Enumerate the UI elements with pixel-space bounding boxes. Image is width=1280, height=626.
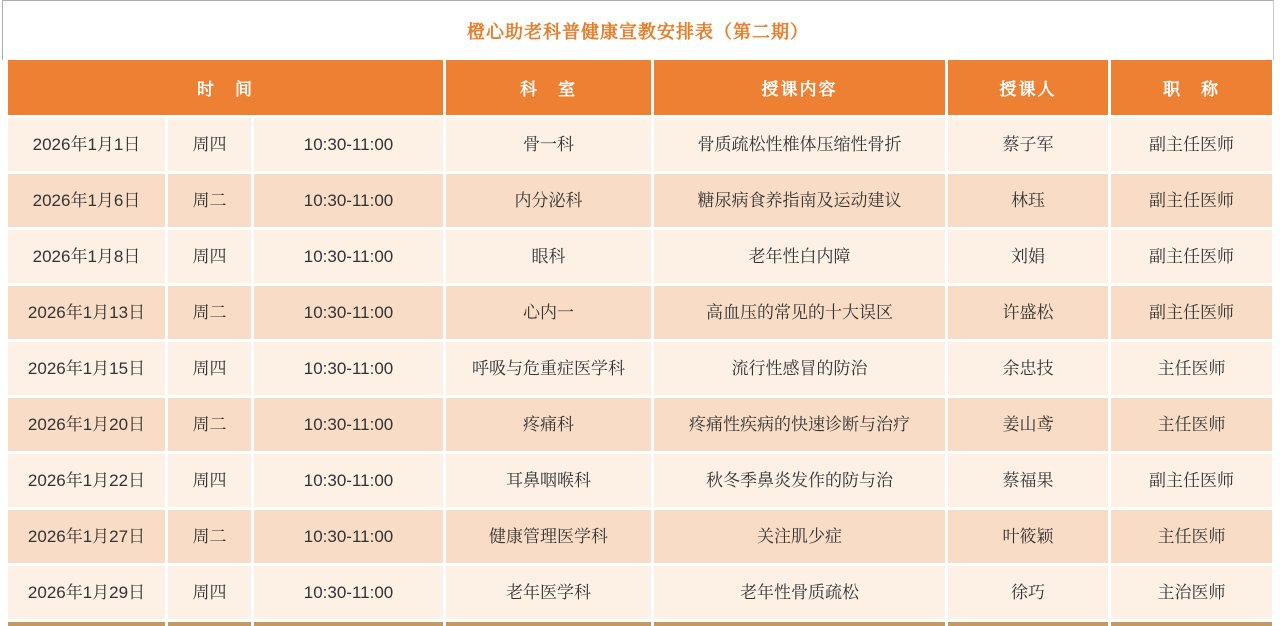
cell-job-title: 主治医师 — [1111, 566, 1272, 619]
cell-job-title: 主任医师 — [1111, 510, 1272, 563]
cell-department: 健康管理医学科 — [446, 510, 651, 563]
cutoff-cell — [446, 622, 651, 626]
cell-weekday: 周四 — [168, 454, 251, 507]
cell-time: 10:30-11:00 — [254, 398, 443, 451]
cell-weekday: 周二 — [168, 510, 251, 563]
cell-content: 老年性白内障 — [654, 230, 945, 283]
cell-content: 老年性骨质疏松 — [654, 566, 945, 619]
table-title-band — [2, 0, 1274, 60]
cell-date: 2026年1月15日 — [8, 342, 165, 395]
cell-time: 10:30-11:00 — [254, 342, 443, 395]
cell-lecturer: 刘娟 — [948, 230, 1108, 283]
cell-job-title: 主任医师 — [1111, 398, 1272, 451]
table-row — [8, 286, 1272, 339]
cell-weekday: 周二 — [168, 286, 251, 339]
cell-time: 10:30-11:00 — [254, 510, 443, 563]
header-job-title: 职 称 — [1111, 60, 1272, 115]
cutoff-cell — [168, 622, 251, 626]
cell-lecturer: 徐巧 — [948, 566, 1108, 619]
cell-content: 骨质疏松性椎体压缩性骨折 — [654, 118, 945, 171]
header-time: 时 间 — [8, 60, 443, 115]
table-row — [8, 510, 1272, 563]
cutoff-cell — [1111, 622, 1272, 626]
header-department: 科 室 — [446, 60, 651, 115]
cell-content: 秋冬季鼻炎发作的防与治 — [654, 454, 945, 507]
cell-time: 10:30-11:00 — [254, 118, 443, 171]
cell-weekday: 周二 — [168, 398, 251, 451]
cell-job-title: 副主任医师 — [1111, 286, 1272, 339]
cell-content: 流行性感冒的防治 — [654, 342, 945, 395]
cell-date: 2026年1月1日 — [8, 118, 165, 171]
cutoff-cell — [654, 622, 945, 626]
cell-lecturer: 蔡子军 — [948, 118, 1108, 171]
cell-department: 心内一 — [446, 286, 651, 339]
table-row — [8, 118, 1272, 171]
cell-date: 2026年1月8日 — [8, 230, 165, 283]
cell-content: 关注肌少症 — [654, 510, 945, 563]
cell-content: 糖尿病食养指南及运动建议 — [654, 174, 945, 227]
table-row — [8, 174, 1272, 227]
cutoff-cell — [8, 622, 165, 626]
header-lecturer: 授课人 — [948, 60, 1108, 115]
cell-department: 疼痛科 — [446, 398, 651, 451]
cell-department: 耳鼻咽喉科 — [446, 454, 651, 507]
cell-date: 2026年1月27日 — [8, 510, 165, 563]
table-title: 橙心助老科普健康宣教安排表（第二期） — [467, 21, 809, 42]
cell-lecturer: 姜山鸢 — [948, 398, 1108, 451]
cell-date: 2026年1月6日 — [8, 174, 165, 227]
cell-content: 高血压的常见的十大误区 — [654, 286, 945, 339]
table-row — [8, 454, 1272, 507]
cell-date: 2026年1月29日 — [8, 566, 165, 619]
cell-job-title: 副主任医师 — [1111, 454, 1272, 507]
cell-time: 10:30-11:00 — [254, 174, 443, 227]
cell-lecturer: 蔡福果 — [948, 454, 1108, 507]
table-row — [8, 398, 1272, 451]
cell-content: 疼痛性疾病的快速诊断与治疗 — [654, 398, 945, 451]
header-content: 授课内容 — [654, 60, 945, 115]
cell-job-title: 副主任医师 — [1111, 174, 1272, 227]
cell-time: 10:30-11:00 — [254, 230, 443, 283]
cell-time: 10:30-11:00 — [254, 454, 443, 507]
cell-lecturer: 林珏 — [948, 174, 1108, 227]
cell-weekday: 周四 — [168, 230, 251, 283]
cell-lecturer: 叶筱颖 — [948, 510, 1108, 563]
cell-weekday: 周四 — [168, 342, 251, 395]
cutoff-next-row — [8, 622, 1272, 626]
cell-department: 骨一科 — [446, 118, 651, 171]
cell-date: 2026年1月22日 — [8, 454, 165, 507]
cell-weekday: 周四 — [168, 566, 251, 619]
cell-department: 内分泌科 — [446, 174, 651, 227]
cell-department: 老年医学科 — [446, 566, 651, 619]
table-row — [8, 342, 1272, 395]
cell-date: 2026年1月20日 — [8, 398, 165, 451]
cell-weekday: 周四 — [168, 118, 251, 171]
cell-job-title: 副主任医师 — [1111, 118, 1272, 171]
cutoff-cell — [948, 622, 1108, 626]
cell-lecturer: 余忠技 — [948, 342, 1108, 395]
table-body — [8, 118, 1272, 619]
cell-job-title: 主任医师 — [1111, 342, 1272, 395]
cell-weekday: 周二 — [168, 174, 251, 227]
cell-time: 10:30-11:00 — [254, 566, 443, 619]
cutoff-cell — [254, 622, 443, 626]
table-row — [8, 566, 1272, 619]
table-header-row — [8, 60, 1272, 115]
cell-time: 10:30-11:00 — [254, 286, 443, 339]
table-row — [8, 230, 1272, 283]
cell-department: 呼吸与危重症医学科 — [446, 342, 651, 395]
cell-job-title: 副主任医师 — [1111, 230, 1272, 283]
cell-date: 2026年1月13日 — [8, 286, 165, 339]
cell-department: 眼科 — [446, 230, 651, 283]
cell-lecturer: 许盛松 — [948, 286, 1108, 339]
